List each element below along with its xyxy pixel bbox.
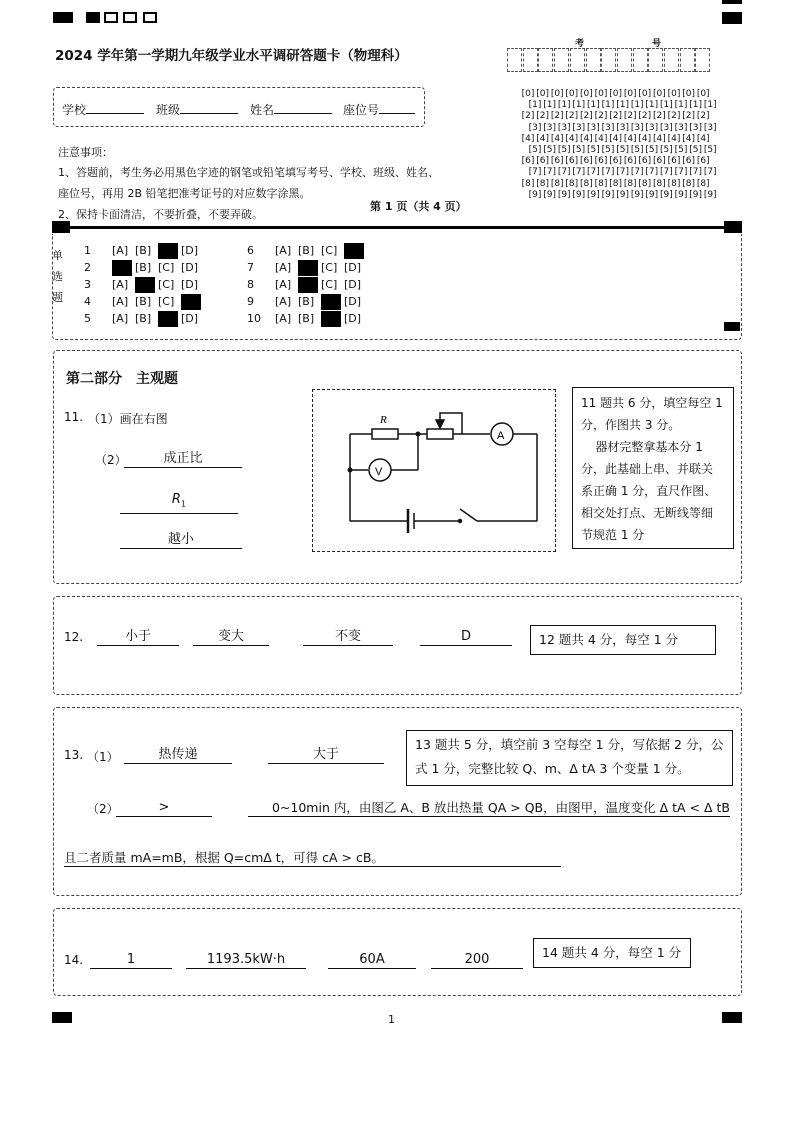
q13-part2: （2） [87,802,119,816]
exam-digit-bubble[interactable]: [5] [543,145,556,156]
exam-digit-bubble[interactable]: [7] [543,167,556,178]
exam-digit-bubble[interactable]: [7] [601,167,615,178]
exam-digit-bubble[interactable]: [6] [623,156,637,167]
exam-digit-bubble[interactable]: [4] [696,133,710,144]
exam-digit-bubble[interactable]: [8] [682,178,695,189]
page-number: 1 [388,1013,395,1026]
exam-digit-bubble[interactable]: [5] [703,145,717,156]
exam-digit-bubble[interactable]: [8] [667,178,681,189]
exam-number-column[interactable] [696,89,717,201]
exam-digit-bubble[interactable]: [7] [572,167,586,178]
mc-option-b-filled[interactable]: [B] [135,277,155,293]
seat-label: 座位号 [343,101,415,118]
q11-answer-1[interactable]: 成正比 [124,450,242,468]
mc-question-number: 1 [84,244,91,257]
exam-digit-bubble[interactable]: [2] [536,111,549,122]
exam-digit-bubble[interactable]: [3] [645,122,659,133]
exam-number-cell[interactable] [586,48,601,72]
exam-digit-bubble[interactable]: [1] [645,100,659,111]
circuit-diagram[interactable] [312,389,556,552]
exam-digit-bubble[interactable]: [6] [521,156,535,167]
q13-answer-3[interactable]: > [116,799,212,817]
exam-digit-bubble[interactable]: [3] [689,122,702,133]
exam-digit-bubble[interactable]: [4] [667,133,681,144]
exam-number-cell[interactable] [648,48,663,72]
exam-number-column[interactable] [667,89,688,201]
exam-number-column[interactable] [594,89,615,201]
exam-digit-bubble[interactable]: [7] [703,167,717,178]
exam-digit-bubble[interactable]: [0] [638,89,652,99]
notes-line: 2、保持卡面清洁，不要折叠，不要弄破。 [58,208,263,221]
page-title: 2024 学年第一学期九年级学业水平调研答题卡（物理科） [55,48,408,64]
exam-digit-bubble[interactable]: [7] [587,167,600,178]
exam-number-cell[interactable] [538,48,553,72]
mc-option-a[interactable]: [A] [275,312,292,325]
exam-number-column[interactable] [652,89,673,201]
mc-option-c[interactable]: [C] [158,261,175,274]
exam-digit-bubble[interactable]: [0] [696,89,710,99]
exam-number-cell[interactable] [680,48,695,72]
exam-digit-bubble[interactable]: [2] [550,111,564,122]
mc-option-a[interactable]: [A] [275,244,292,257]
timing-mark [722,0,742,4]
exam-digit-bubble[interactable]: [6] [565,156,579,167]
mc-option-b[interactable]: [B] [135,261,152,274]
exam-digit-bubble[interactable]: [2] [667,111,681,122]
exam-digit-bubble[interactable]: [6] [638,156,652,167]
exam-digit-bubble[interactable]: [4] [565,133,579,144]
exam-digit-bubble[interactable]: [3] [703,122,717,133]
exam-digit-bubble[interactable]: [9] [689,189,702,200]
exam-digit-bubble[interactable]: [0] [521,89,535,99]
exam-digit-bubble[interactable]: [3] [528,122,542,133]
exam-digit-bubble[interactable]: [5] [616,145,629,156]
exam-digit-bubble[interactable]: [0] [682,89,695,99]
name-label: 姓名 [250,101,332,118]
mc-question-number: 5 [84,312,91,325]
mc-option-d-filled[interactable]: [D] [344,243,364,259]
part2-title: 第二部分 主观题 [66,371,178,387]
exam-digit-bubble[interactable]: [9] [703,189,717,200]
exam-digit-bubble[interactable]: [4] [580,133,593,144]
mc-option-a[interactable]: [A] [275,278,292,291]
q14-number: 14. [64,953,84,967]
exam-digit-bubble[interactable]: [3] [616,122,629,133]
q12-grading-note: 12 题共 4 分，每空 1 分 [530,625,716,655]
exam-digit-bubble[interactable]: [3] [587,122,600,133]
mc-question-number: 9 [247,295,254,308]
q13-answer-4[interactable]: 0~10min 内，由图乙 A、B 放出热量 QA > QB，由图甲，温度变化 Δ tA < Δ tB [248,799,730,817]
exam-digit-bubble[interactable]: [8] [653,178,666,189]
exam-number-cell[interactable] [664,48,679,72]
mc-section [52,234,742,340]
mc-option-b[interactable]: [B] [298,312,315,325]
exam-digit-bubble[interactable]: [6] [609,156,622,167]
exam-digit-bubble[interactable]: [8] [550,178,564,189]
exam-digit-bubble[interactable]: [5] [660,145,673,156]
exam-digit-bubble[interactable]: [2] [682,111,695,122]
exam-digit-bubble[interactable]: [1] [703,100,717,111]
exam-digit-bubble[interactable]: [3] [630,122,644,133]
exam-digit-bubble[interactable]: [6] [580,156,593,167]
timing-box [104,12,118,23]
exam-digit-bubble[interactable]: [9] [660,189,673,200]
exam-number-cell[interactable] [633,48,648,72]
exam-digit-bubble[interactable]: [2] [609,111,622,122]
voltmeter-label: V [375,466,383,478]
mc-option-a[interactable]: [A] [112,244,129,257]
timing-mark [53,12,73,23]
exam-digit-bubble[interactable]: [4] [521,133,535,144]
exam-digit-bubble[interactable]: [4] [653,133,666,144]
class-label: 班级 [156,101,238,118]
exam-digit-bubble[interactable]: [5] [587,145,600,156]
mc-question-number: 4 [84,295,91,308]
q11-grading-note: 11 题共 6 分，填空每空 1 分，作图共 3 分。 器材完整拿基本分 1 分，此基础上串、并联关 系正确 1 分，直尺作图、 相交处打点、无断线等细 节规范 1 分 [572,387,734,549]
exam-digit-bubble[interactable]: [5] [572,145,586,156]
mc-option-c-filled[interactable]: [C] [158,311,178,327]
mc-option-b[interactable]: [B] [135,312,152,325]
mc-option-a[interactable]: [A] [112,295,129,308]
exam-digit-bubble[interactable]: [1] [660,100,673,111]
exam-digit-bubble[interactable]: [5] [557,145,571,156]
exam-number-column[interactable] [521,89,542,201]
exam-digit-bubble[interactable]: [7] [616,167,629,178]
exam-digit-bubble[interactable]: [2] [580,111,593,122]
exam-digit-bubble[interactable]: [8] [609,178,622,189]
q13-answer-1[interactable]: 热传递 [124,746,232,764]
exam-digit-bubble[interactable]: [0] [536,89,549,99]
q11-answer-2[interactable]: $R_1$ [120,491,238,514]
mc-question-number: 7 [247,261,254,274]
mc-label: 单 [52,249,63,262]
exam-digit-bubble[interactable]: [1] [557,100,571,111]
exam-digit-bubble[interactable]: [4] [682,133,695,144]
q12-answer-2[interactable]: 变大 [193,628,269,646]
exam-digit-bubble[interactable]: [6] [550,156,564,167]
exam-digit-bubble[interactable]: [1] [601,100,615,111]
exam-number-column[interactable] [682,89,702,201]
timing-box [143,12,157,23]
exam-number-column[interactable] [623,89,644,201]
mc-option-d[interactable]: [D] [181,312,199,325]
q14-answer-2[interactable]: 1193.5kW·h [186,951,306,969]
exam-digit-bubble[interactable]: [8] [580,178,593,189]
exam-digit-bubble[interactable]: [7] [674,167,688,178]
exam-number-cell[interactable] [601,48,616,72]
mc-option-c-filled[interactable]: [C] [321,294,341,310]
exam-digit-bubble[interactable]: [4] [638,133,652,144]
exam-digit-bubble[interactable]: [5] [689,145,702,156]
exam-digit-bubble[interactable]: [9] [528,189,542,200]
q13-part1: （1） [87,750,119,764]
exam-number-cell[interactable] [554,48,569,72]
mc-option-d[interactable]: [D] [181,261,199,274]
exam-digit-bubble[interactable]: [9] [601,189,615,200]
exam-digit-bubble[interactable]: [5] [528,145,542,156]
mc-option-c[interactable]: [C] [158,295,175,308]
mc-option-b-filled[interactable]: [B] [298,260,318,276]
exam-digit-bubble[interactable]: [1] [528,100,542,111]
q13-answer-2[interactable]: 大于 [268,746,384,764]
exam-digit-bubble[interactable]: [6] [536,156,549,167]
exam-number-column[interactable] [565,89,586,201]
exam-digit-bubble[interactable]: [4] [594,133,608,144]
exam-digit-bubble[interactable]: [8] [594,178,608,189]
exam-digit-bubble[interactable]: [9] [572,189,586,200]
exam-no-label: 号 [652,39,662,49]
exam-digit-bubble[interactable]: [8] [623,178,637,189]
mc-option-d-filled[interactable]: [D] [181,294,201,310]
exam-digit-bubble[interactable]: [7] [645,167,659,178]
mc-option-d[interactable]: [D] [344,261,362,274]
q14-grading-note: 14 题共 4 分，每空 1 分 [533,938,691,968]
q13-grading-note: 13 题共 5 分，填空前 3 空每空 1 分，写依据 2 分，公 式 1 分，完整比较 Q、m、Δ tA 3 个变量 1 分。 [406,730,733,786]
mc-option-b[interactable]: [B] [135,244,152,257]
exam-digit-bubble[interactable]: [7] [660,167,673,178]
q14-answer-1[interactable]: 1 [90,951,172,969]
exam-digit-bubble[interactable]: [6] [653,156,666,167]
exam-digit-bubble[interactable]: [7] [689,167,702,178]
exam-number-cell[interactable] [570,48,585,72]
exam-digit-bubble[interactable]: [3] [572,122,586,133]
exam-digit-bubble[interactable]: [3] [543,122,556,133]
mc-option-a-filled[interactable]: [A] [112,260,132,276]
exam-number-column[interactable] [536,89,556,201]
q14-answer-3[interactable]: 60A [328,951,416,969]
q14-answer-4[interactable]: 200 [431,951,523,969]
mc-question-number: 3 [84,278,91,291]
exam-number-cell[interactable] [523,48,538,72]
mc-option-d[interactable]: [D] [344,295,362,308]
exam-digit-bubble[interactable]: [9] [645,189,659,200]
mc-option-c[interactable]: [C] [321,261,338,274]
exam-digit-bubble[interactable]: [0] [653,89,666,99]
notes-title: 注意事项： [58,146,113,159]
exam-digit-bubble[interactable]: [4] [609,133,622,144]
exam-digit-bubble[interactable]: [2] [653,111,666,122]
page-info: 第 1 页（共 4 页） [370,200,467,213]
mc-option-c-filled[interactable]: [C] [158,243,178,259]
mc-option-d[interactable]: [D] [181,244,199,257]
resistor-label: R [380,414,387,426]
exam-digit-bubble[interactable]: [6] [696,156,710,167]
q12-answer-3[interactable]: 不变 [303,628,393,646]
exam-digit-bubble[interactable]: [9] [543,189,556,200]
mc-option-b[interactable]: [B] [135,295,152,308]
exam-digit-bubble[interactable]: [0] [550,89,564,99]
exam-digit-bubble[interactable]: [5] [630,145,644,156]
exam-digit-bubble[interactable]: [0] [594,89,608,99]
exam-no-label: 考 [575,39,585,49]
exam-digit-bubble[interactable]: [5] [645,145,659,156]
q12-number: 12. [64,630,84,644]
resistor-r [372,429,398,439]
exam-digit-bubble[interactable]: [5] [674,145,688,156]
mc-option-d[interactable]: [D] [344,278,362,291]
mc-option-b[interactable]: [B] [298,244,315,257]
mc-option-d[interactable]: [D] [181,278,199,291]
q13-number: 13. [64,748,84,762]
exam-digit-bubble[interactable]: [5] [601,145,615,156]
timing-mark [722,1012,742,1023]
exam-digit-bubble[interactable]: [2] [594,111,608,122]
timing-mark [722,12,742,24]
exam-digit-bubble[interactable]: [3] [601,122,615,133]
exam-digit-bubble[interactable]: [8] [638,178,652,189]
exam-digit-bubble[interactable]: [1] [630,100,644,111]
exam-number-column[interactable] [638,89,659,201]
exam-digit-bubble[interactable]: [6] [682,156,695,167]
exam-digit-bubble[interactable]: [1] [543,100,556,111]
exam-number-cell[interactable] [507,48,522,72]
exam-digit-bubble[interactable]: [8] [565,178,579,189]
timing-mark [52,1012,72,1023]
exam-digit-bubble[interactable]: [0] [667,89,681,99]
exam-digit-bubble[interactable]: [1] [587,100,600,111]
exam-number-column[interactable] [609,89,629,201]
mc-question-number: 8 [247,278,254,291]
exam-digit-bubble[interactable]: [6] [667,156,681,167]
q11-number: 11. [64,410,84,424]
mc-option-a[interactable]: [A] [112,312,129,325]
exam-digit-bubble[interactable]: [9] [587,189,600,200]
mc-option-c[interactable]: [C] [158,278,175,291]
mc-label: 题 [52,291,63,304]
exam-digit-bubble[interactable]: [1] [572,100,586,111]
mc-option-b-filled[interactable]: [B] [298,277,318,293]
exam-digit-bubble[interactable]: [8] [521,178,535,189]
mc-mark [724,322,740,331]
exam-digit-bubble[interactable]: [2] [565,111,579,122]
exam-digit-bubble[interactable]: [4] [623,133,637,144]
exam-digit-bubble[interactable]: [4] [550,133,564,144]
exam-digit-bubble[interactable]: [8] [536,178,549,189]
exam-digit-bubble[interactable]: [6] [594,156,608,167]
mc-question-number: 6 [247,244,254,257]
mc-option-b[interactable]: [B] [298,295,315,308]
exam-digit-bubble[interactable]: [8] [696,178,710,189]
separator-mark-right [724,221,742,233]
exam-digit-bubble[interactable]: [9] [557,189,571,200]
notes-line: 座位号，再用 2B 铅笔把准考证号的对应数字涂黑。 [58,187,311,200]
timing-box [123,12,137,23]
timing-mark [86,12,100,23]
exam-number-cell[interactable] [695,48,710,72]
exam-digit-bubble[interactable]: [0] [609,89,622,99]
q12-answer-4[interactable]: D [420,628,512,646]
mc-option-c[interactable]: [C] [321,278,338,291]
mc-option-a[interactable]: [A] [112,278,129,291]
separator-line [52,226,742,229]
exam-digit-bubble[interactable]: [9] [674,189,688,200]
exam-number-column[interactable] [579,89,600,201]
mc-option-c[interactable]: [C] [321,244,338,257]
exam-digit-bubble[interactable]: [2] [696,111,710,122]
school-label: 学校 [62,101,144,118]
mc-option-c-filled[interactable]: [C] [321,311,341,327]
exam-digit-bubble[interactable]: [2] [623,111,637,122]
exam-digit-bubble[interactable]: [4] [536,133,549,144]
exam-digit-bubble[interactable]: [1] [616,100,629,111]
ammeter-label: A [497,430,505,442]
exam-digit-bubble[interactable]: [1] [689,100,702,111]
mc-option-a[interactable]: [A] [275,295,292,308]
exam-digit-bubble[interactable]: [7] [528,167,542,178]
mc-option-d[interactable]: [D] [344,312,362,325]
exam-number-column[interactable] [550,89,571,201]
q11-answer-3[interactable]: 越小 [120,531,242,549]
mc-question-number: 10 [247,312,261,325]
mc-label: 选 [52,270,63,283]
q12-answer-1[interactable]: 小于 [97,628,179,646]
exam-digit-bubble[interactable]: [0] [623,89,637,99]
exam-digit-bubble[interactable]: [3] [557,122,571,133]
exam-digit-bubble[interactable]: [0] [565,89,579,99]
exam-digit-bubble[interactable]: [3] [660,122,673,133]
exam-number-cell[interactable] [617,48,632,72]
notes-line: 1、答题前，考生务必用黑色字迹的钢笔或铅笔填写考号、学校、班级、姓名、 [58,166,439,179]
exam-digit-bubble[interactable]: [9] [616,189,629,200]
exam-digit-bubble[interactable]: [7] [557,167,571,178]
mc-question-number: 2 [84,261,91,274]
exam-digit-bubble[interactable]: [3] [674,122,688,133]
exam-digit-bubble[interactable]: [0] [580,89,593,99]
exam-digit-bubble[interactable]: [9] [630,189,644,200]
mc-option-a[interactable]: [A] [275,261,292,274]
exam-digit-bubble[interactable]: [2] [521,111,535,122]
exam-digit-bubble[interactable]: [7] [630,167,644,178]
exam-digit-bubble[interactable]: [1] [674,100,688,111]
q13-answer-5[interactable]: 且二者质量 mA=mB，根据 Q=cmΔ t，可得 cA > cB。 [64,849,561,867]
q11-part1: （1）画在右图 [88,412,168,426]
q11-part2: （2） [95,453,127,467]
exam-digit-bubble[interactable]: [2] [638,111,652,122]
rheostat [427,429,453,439]
